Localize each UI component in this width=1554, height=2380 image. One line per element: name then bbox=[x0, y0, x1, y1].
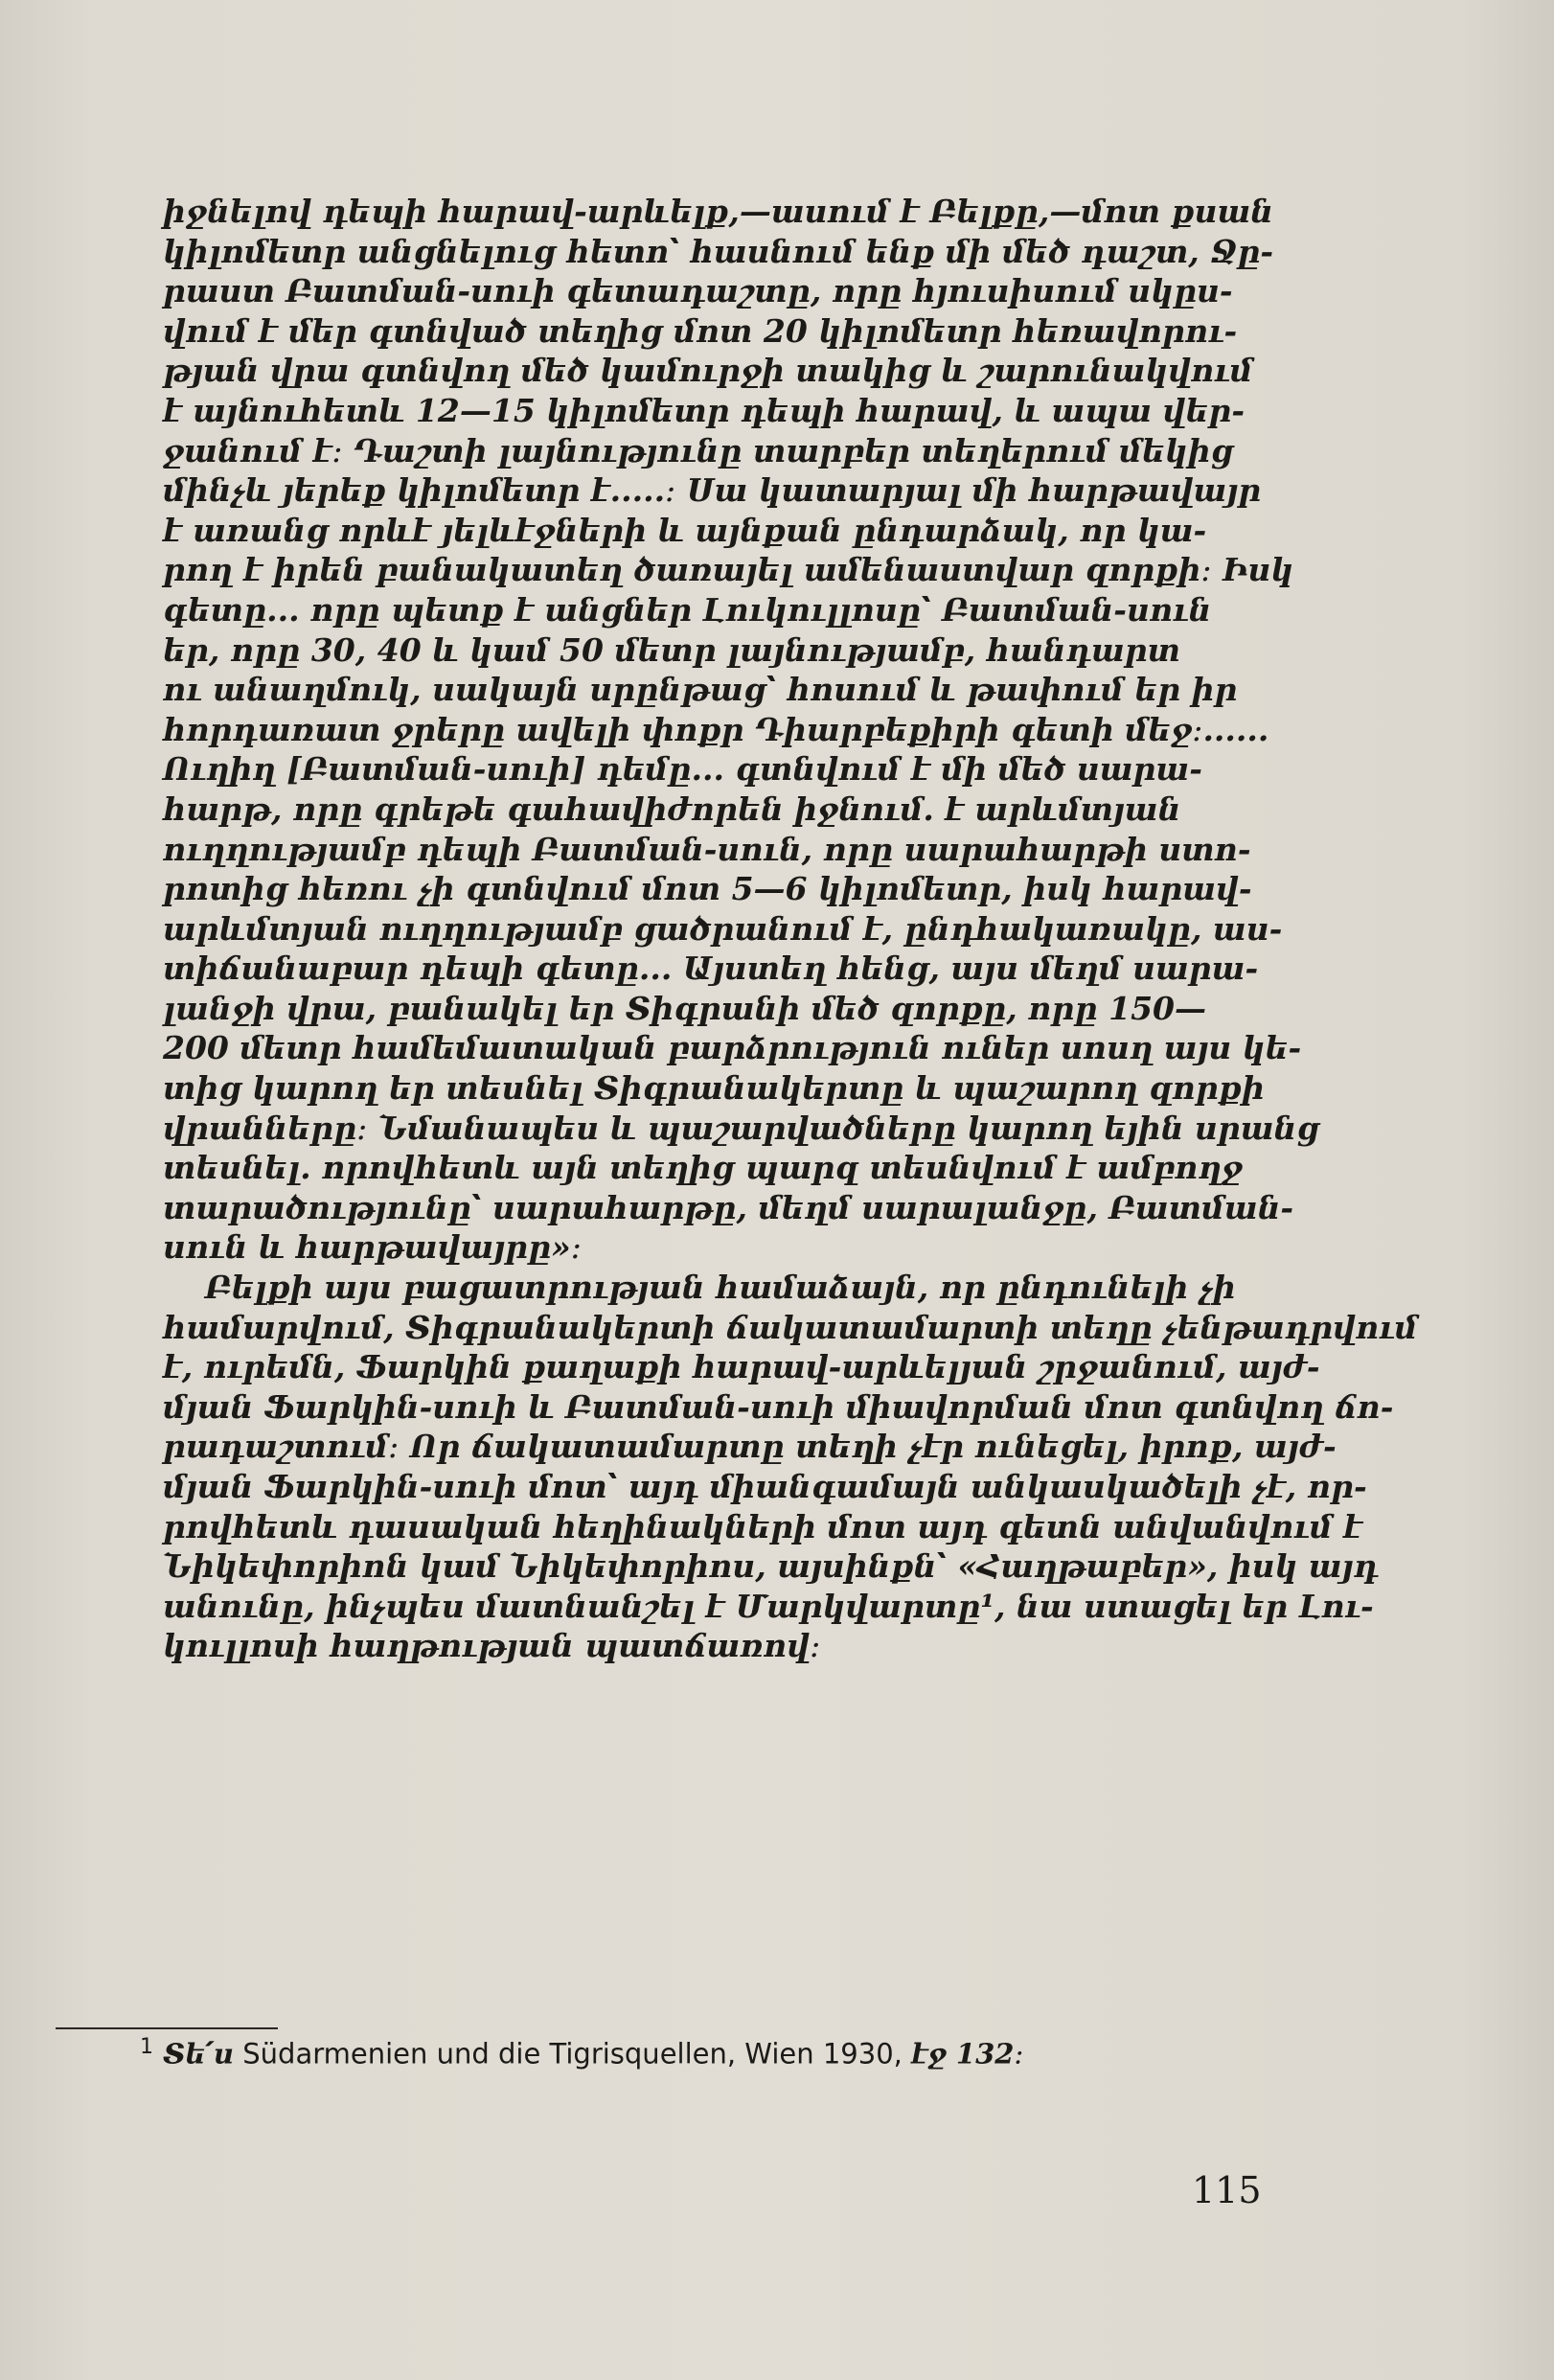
text-line: անունը, ինչպես մատնանշել է Մարկվարտը¹, նա ստացել եր Լու- bbox=[163, 1587, 1374, 1625]
footnote-mark: 1 bbox=[140, 2035, 153, 2059]
text-line: Բելքի այս բացատրության համաձայն, որ ընդունելի չի bbox=[205, 1269, 1236, 1307]
text-line: 200 մետր համեմատական բարձրություն ուներ սոսղ այս կե- bbox=[163, 1029, 1302, 1067]
text-line: հորդառատ ջրերը ավելի փոքր Դիարբեքիրի գետի մեջ։...... bbox=[163, 710, 1269, 748]
text-line: համարվում, Տիգրանակերտի ճակատամարտի տեղը չենթադրվում bbox=[163, 1308, 1418, 1346]
footnote-abbr: Տե՛ս bbox=[163, 2037, 235, 2071]
text-line: իջնելով դեպի հարավ-արևելք,—ասում է Բելքը,—մոտ քսան bbox=[163, 193, 1274, 230]
text-line: ուղղությամբ դեպի Բատման-սուն, որը սարահարթի ստո- bbox=[163, 830, 1251, 868]
text-line: վում է մեր գտնված տեղից մոտ 20 կիլոմետր հեռավորու- bbox=[163, 311, 1238, 350]
text-line: ջանում է։ Դաշտի լայնությունը տարբեր տեղերում մեկից bbox=[163, 431, 1234, 469]
text-line: արևմտյան ուղղությամբ ցածրանում է, ընդհակառակը, աս- bbox=[163, 909, 1283, 948]
text-line: սուն և հարթավայրը»։ bbox=[163, 1228, 582, 1267]
footnote-page-ref: էջ 132։ bbox=[911, 2037, 1024, 2071]
text-line: տիճանաբար դեպի գետը... Այստեղ հենց, այս մեղմ սարա- bbox=[163, 950, 1259, 988]
text-line: ու անաղմուկ, սակայն սրընթաց՝ հոսում և թափում եր իր bbox=[163, 671, 1238, 709]
text-line: մյան Ֆարկին-սուի և Բատման-սուի միավորման մոտ գտնվող ճո- bbox=[163, 1387, 1394, 1426]
footnote-divider bbox=[56, 2027, 278, 2029]
text-line: Նիկեփորիոն կամ Նիկեփորիոս, այսինքն՝ «Հաղթաբեր», իսկ այդ bbox=[163, 1547, 1379, 1586]
body-text bbox=[163, 192, 1418, 1666]
text-line: րադաշտում։ Որ ճակատամարտը տեղի չէր ունեցել, իրոք, այժ- bbox=[163, 1428, 1337, 1466]
text-line: եր, որը 30, 40 և կամ 50 մետր լայնությամբ, հանդարտ bbox=[163, 630, 1180, 669]
text-line: է այնուհետև 12—15 կիլոմետր դեպի հարավ, և ապա վեր- bbox=[163, 391, 1245, 429]
text-line: րաստ Բատման-սուի գետադաշտը, որը հյուսիսում սկըս- bbox=[163, 272, 1233, 310]
text-line: մինչև յերեք կիլոմետր է.....։ Սա կատարյալ մի հարթավայր bbox=[163, 471, 1262, 510]
text-line: թյան վրա գտնվող մեծ կամուրջի տակից և շարունակվում bbox=[163, 352, 1253, 390]
text-line: վրանները։ Նմանապես և պաշարվածները կարող եյին սրանց bbox=[163, 1109, 1319, 1147]
text-line: գետը... որը պետք է անցներ Լուկուլլոսը՝ Բատման-սուն bbox=[163, 590, 1212, 629]
text-line: մյան Ֆարկին-սուի մոտ՝ այդ միանգամայն անկասկածելի չէ, որ- bbox=[163, 1468, 1367, 1505]
text-line: է, ուրեմն, Ֆարկին քաղաքի հարավ-արևելյան շրջանում, այժ- bbox=[163, 1348, 1320, 1386]
text-line: րովհետև դասական հեղինակների մոտ այդ գետն անվանվում է bbox=[163, 1507, 1362, 1545]
text-line: լանջի վրա, բանակել եր Տիգրանի մեծ զորքը, որը 150— bbox=[163, 989, 1206, 1027]
text-line: հարթ, որը գրեթե գահավիժորեն իջնում․ է արևմտյան bbox=[163, 790, 1181, 828]
text-line: տից կարող եր տեսնել Տիգրանակերտը և պաշարող զորքի bbox=[163, 1069, 1265, 1108]
footnote-text: Südarmenien und die Tigrisquellen, Wien 1930, bbox=[242, 2037, 903, 2071]
text-line: Ուղիղ [Բատման-սուի] դեմը... գտնվում է մի մեծ սարա- bbox=[163, 750, 1202, 789]
text-line: կիլոմետր անցնելուց հետո՝ հասնում ենք մի մեծ դաշտ, Ջը- bbox=[163, 232, 1274, 270]
text-line: տեսնել․ որովհետև այն տեղից պարզ տեսնվում է ամբողջ bbox=[163, 1149, 1243, 1187]
text-line: րող է իրեն բանակատեղ ծառայել ամենաստվար զորքի։ Իսկ bbox=[163, 551, 1294, 589]
text-line: է առանց որևէ յելևէջների և այնքան ընդարձակ, որ կա- bbox=[163, 511, 1207, 549]
text-line: րոտից հեռու չի գտնվում մոտ 5—6 կիլոմետր, իսկ հարավ- bbox=[163, 870, 1252, 908]
footnote bbox=[140, 2035, 1023, 2071]
page-number: 115 bbox=[1192, 2169, 1262, 2211]
text-line: կուլլոսի հաղթության պատճառով։ bbox=[163, 1627, 821, 1665]
text-line: տարածությունը՝ սարահարթը, մեղմ սարալանջը, Բատման- bbox=[163, 1188, 1294, 1226]
